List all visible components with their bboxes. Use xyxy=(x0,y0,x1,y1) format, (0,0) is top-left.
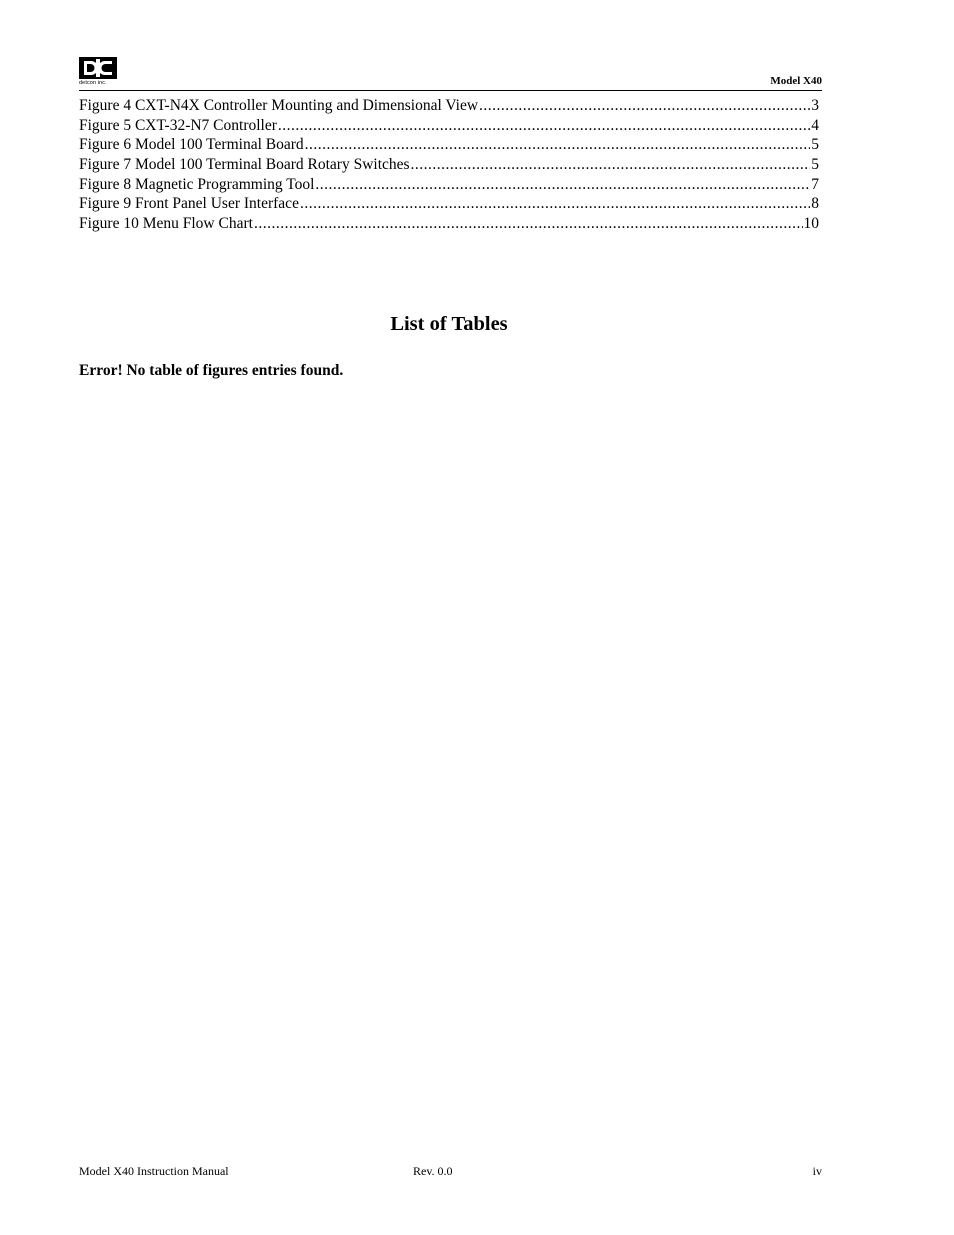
toc-entry[interactable] xyxy=(79,175,819,195)
toc-entry[interactable] xyxy=(79,194,819,214)
toc-entry-label: Figure 10 Menu Flow Chart xyxy=(79,215,253,233)
toc-entry-page: 5 xyxy=(811,136,819,154)
toc-leader-dots xyxy=(479,96,810,116)
toc-entry-page: 8 xyxy=(811,195,819,213)
toc-leader-dots xyxy=(278,116,810,136)
list-of-tables-heading: List of Tables xyxy=(390,313,508,335)
toc-entry-label: Figure 8 Magnetic Programming Tool xyxy=(79,175,315,193)
toc-leader-dots xyxy=(300,194,810,214)
toc-entry[interactable] xyxy=(79,96,819,116)
toc-leader-dots xyxy=(254,214,803,234)
header-model-label: Model X40 xyxy=(770,75,822,87)
toc-entry[interactable] xyxy=(79,155,819,175)
toc-leader-dots xyxy=(305,135,811,155)
toc-entry-page: 10 xyxy=(803,215,819,233)
toc-entry-label: Figure 5 CXT-32-N7 Controller xyxy=(79,116,277,134)
footer-page-number: iv xyxy=(812,1164,822,1178)
footer-manual-title: Model X40 Instruction Manual xyxy=(79,1164,229,1178)
toc-entry-label: Figure 7 Model 100 Terminal Board Rotary Switches xyxy=(79,156,410,174)
toc-entry[interactable] xyxy=(79,214,819,234)
toc-entry-page: 3 xyxy=(811,97,819,114)
toc-leader-dots xyxy=(315,175,810,195)
list-of-tables-error: Error! No table of figures entries found. xyxy=(79,362,344,379)
page-header xyxy=(79,56,822,91)
toc-entry-label: Figure 4 CXT-N4X Controller Mounting and Dimensional View xyxy=(79,97,479,114)
toc-entry-page: 5 xyxy=(811,156,819,174)
toc-leader-dots xyxy=(411,155,811,175)
table-of-figures xyxy=(79,96,819,234)
logo-caption: detcon inc. xyxy=(79,80,107,86)
toc-entry-page: 4 xyxy=(811,116,819,134)
toc-entry-label: Figure 6 Model 100 Terminal Board xyxy=(79,136,304,154)
toc-entry-label: Figure 9 Front Panel User Interface xyxy=(79,195,299,213)
toc-entry-page: 7 xyxy=(811,175,819,193)
toc-entry[interactable] xyxy=(79,135,819,155)
footer-revision: Rev. 0.0 xyxy=(413,1164,453,1178)
toc-entry[interactable] xyxy=(79,116,819,136)
page-footer xyxy=(79,1163,822,1179)
